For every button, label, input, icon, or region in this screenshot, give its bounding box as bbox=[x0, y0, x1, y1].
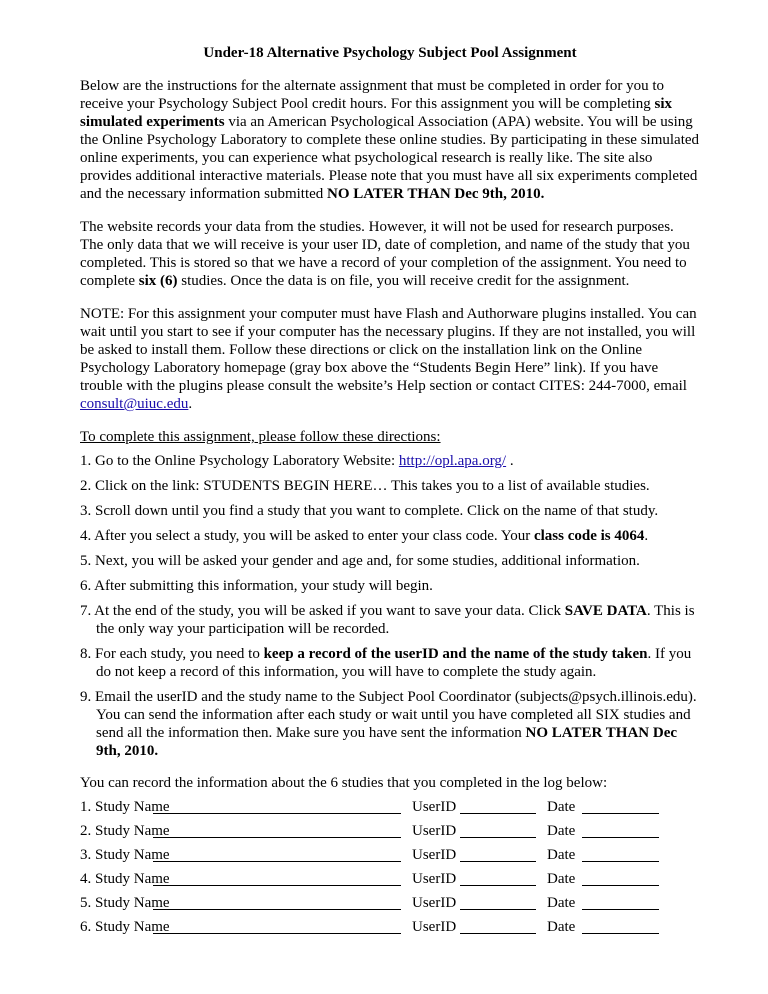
study-name-label: 2. Study Name bbox=[80, 823, 170, 839]
log-row bbox=[80, 846, 700, 864]
list-item: 1. Go to the Online Psychology Laboratory Website: http://opl.apa.org/ . bbox=[80, 453, 514, 469]
list-item: 4. After you select a study, you will be asked to enter your class code. Your class code is 4064. bbox=[80, 528, 649, 544]
study-name-blank[interactable] bbox=[153, 861, 401, 862]
list-item: 9. Email the userID and the study name to the Subject Pool Coordinator (subjects@psych.illinois.edu). You can send the information after each study or wait until you have completed all SIX studies and send all the information then. Make sure you have sent the information NO LATER THAN Dec 9th, 2010. bbox=[80, 689, 697, 759]
opl-website-link[interactable]: http://opl.apa.org/ bbox=[398, 453, 507, 469]
record-emphasis: keep a record of the userID and the name of the study taken bbox=[263, 646, 648, 662]
note-paragraph: NOTE: For this assignment your computer must have Flash and Authorware plugins installed. You can wait until you start to see if your computer has the necessary plugins. If they are not installed, you will be asked to install them. Follow these directions or click on the installation link on the Online Psychology Laboratory homepage (gray box above the “Students Begin Here” link). If you have trouble with the plugins please consult the website’s Help section or contact CITES: 244-7000, email consult@uiuc.edu. bbox=[80, 306, 697, 412]
log-intro: You can record the information about the 6 studies that you completed in the log below: bbox=[80, 775, 608, 791]
userid-label: UserID bbox=[412, 871, 457, 887]
userid-blank[interactable] bbox=[460, 909, 536, 910]
date-blank[interactable] bbox=[582, 885, 659, 886]
study-name-label: 5. Study Name bbox=[80, 895, 170, 911]
date-blank[interactable] bbox=[582, 909, 659, 910]
study-name-label: 1. Study Name bbox=[80, 799, 170, 815]
log-row bbox=[80, 918, 700, 936]
save-data-text: SAVE DATA bbox=[564, 603, 647, 619]
intro-paragraph: Below are the instructions for the alternate assignment that must be completed in order for you to receive your Psychology Subject Pool credit hours. For this assignment you will be completing six simulated experiments via an American Psychological Association (APA) website. You will be using the Online Psychology Laboratory to complete these online studies. By participating in these simulated online experiments, you can experience what psychological research is really like. The site also provides additional interactive materials. Please note that you must have all six experiments completed and the necessary information submitted NO LATER THAN Dec 9th, 2010. bbox=[80, 78, 700, 202]
list-item: 6. After submitting this information, your study will begin. bbox=[80, 578, 433, 594]
log-row bbox=[80, 870, 700, 888]
study-name-blank[interactable] bbox=[153, 933, 401, 934]
list-item: 8. For each study, you need to keep a record of the userID and the name of the study taken. If you do not keep a record of this information, you will have to complete the study again. bbox=[80, 646, 692, 680]
userid-label: UserID bbox=[412, 823, 457, 839]
date-blank[interactable] bbox=[582, 933, 659, 934]
deadline-text: NO LATER THAN Dec 9th, 2010. bbox=[96, 725, 678, 759]
deadline-text: NO LATER THAN Dec 9th, 2010. bbox=[327, 186, 545, 202]
list-item: 2. Click on the link: STUDENTS BEGIN HERE… This takes you to a list of available studies. bbox=[80, 478, 650, 494]
study-name-blank[interactable] bbox=[153, 837, 401, 838]
list-item: 5. Next, you will be asked your gender and age and, for some studies, additional information. bbox=[80, 553, 640, 569]
userid-blank[interactable] bbox=[460, 837, 536, 838]
steps-list bbox=[80, 452, 700, 760]
date-blank[interactable] bbox=[582, 837, 659, 838]
list-item: 7. At the end of the study, you will be asked if you want to save your data. Click SAVE DATA. This is the only way your participation will be recorded. bbox=[80, 603, 695, 637]
six-count: six (6) bbox=[138, 273, 178, 289]
userid-label: UserID bbox=[412, 847, 457, 863]
date-label: Date bbox=[547, 871, 576, 887]
userid-label: UserID bbox=[412, 919, 457, 935]
study-name-label: 6. Study Name bbox=[80, 919, 170, 935]
userid-label: UserID bbox=[412, 895, 457, 911]
userid-blank[interactable] bbox=[460, 813, 536, 814]
date-label: Date bbox=[547, 823, 576, 839]
date-label: Date bbox=[547, 847, 576, 863]
page-title: Under-18 Alternative Psychology Subject Pool Assignment bbox=[203, 45, 577, 61]
userid-blank[interactable] bbox=[460, 933, 536, 934]
date-label: Date bbox=[547, 799, 576, 815]
date-label: Date bbox=[547, 919, 576, 935]
log-row bbox=[80, 798, 700, 816]
study-name-blank[interactable] bbox=[153, 909, 401, 910]
intro-emphasis: six simulated experiments bbox=[80, 96, 673, 130]
class-code: class code is 4064 bbox=[533, 528, 645, 544]
date-label: Date bbox=[547, 895, 576, 911]
list-item: 3. Scroll down until you find a study that you want to complete. Click on the name of that study. bbox=[80, 503, 659, 519]
data-paragraph: The website records your data from the studies. However, it will not be used for research purposes. The only data that we will receive is your user ID, date of completion, and name of the study that you completed. This is stored so that we have a record of your completion of the assignment. You need to complete six (6) studies. Once the data is on file, you will receive credit for the assignment. bbox=[80, 219, 690, 289]
study-name-label: 3. Study Name bbox=[80, 847, 170, 863]
date-blank[interactable] bbox=[582, 813, 659, 814]
study-name-label: 4. Study Name bbox=[80, 871, 170, 887]
log-row bbox=[80, 822, 700, 840]
document-page bbox=[80, 44, 700, 942]
directions-heading: To complete this assignment, please follow these directions: bbox=[80, 429, 441, 445]
log-row bbox=[80, 894, 700, 912]
userid-blank[interactable] bbox=[460, 861, 536, 862]
userid-label: UserID bbox=[412, 799, 457, 815]
userid-blank[interactable] bbox=[460, 885, 536, 886]
study-name-blank[interactable] bbox=[153, 885, 401, 886]
date-blank[interactable] bbox=[582, 861, 659, 862]
study-log bbox=[80, 798, 700, 936]
study-name-blank[interactable] bbox=[153, 813, 401, 814]
email-link[interactable]: consult@uiuc.edu bbox=[80, 396, 189, 412]
